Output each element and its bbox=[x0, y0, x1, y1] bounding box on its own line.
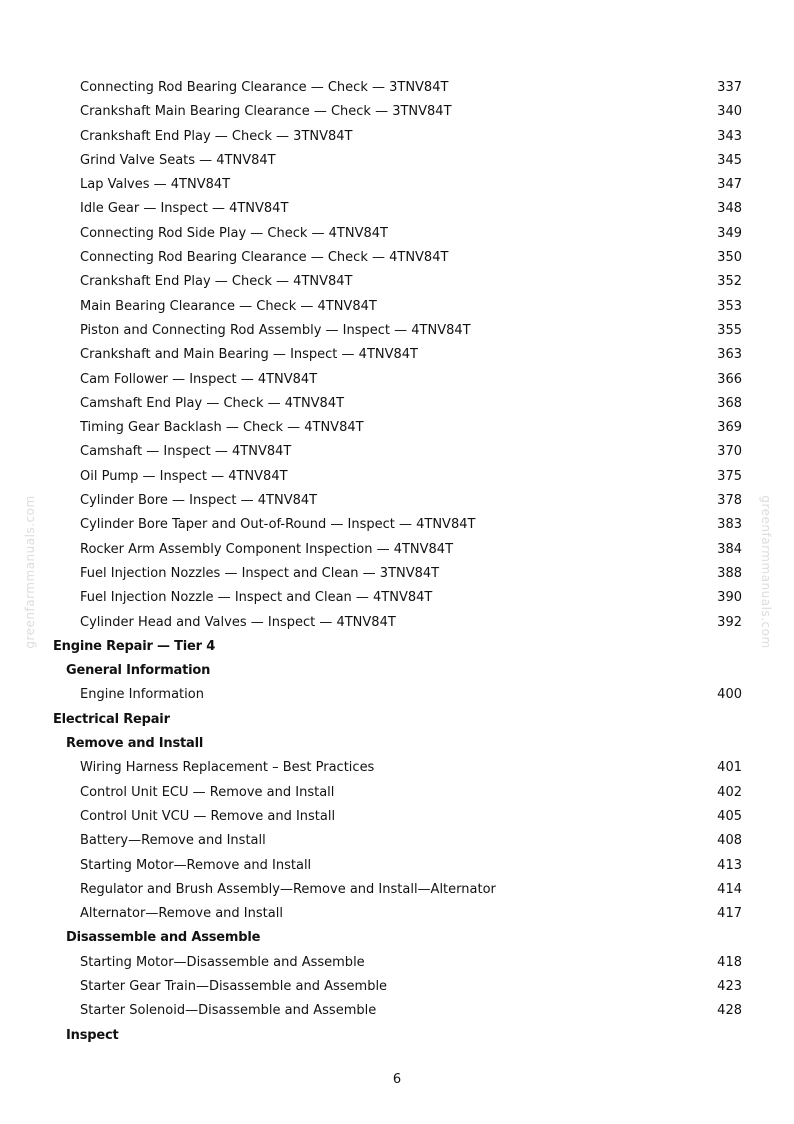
watermark-right: greenfarmmanuals.com bbox=[759, 495, 773, 649]
toc-section-title: Engine Repair — Tier 4 bbox=[53, 638, 216, 654]
toc-page-number: 402 bbox=[717, 784, 742, 800]
toc-subsection-title: Disassemble and Assemble bbox=[66, 930, 261, 946]
toc-entry-title: Cam Follower — Inspect — 4TNV84T bbox=[80, 371, 318, 387]
toc-entry[interactable] bbox=[0, 999, 794, 1023]
toc-entry-title: Cylinder Bore — Inspect — 4TNV84T bbox=[80, 493, 318, 509]
toc-entry[interactable] bbox=[0, 781, 794, 805]
toc-section[interactable] bbox=[0, 635, 794, 659]
toc-entry[interactable] bbox=[0, 149, 794, 173]
toc-page-number: 400 bbox=[717, 687, 742, 703]
toc-subsection-title: Inspect bbox=[66, 1027, 119, 1043]
toc-entry-title: Wiring Harness Replacement – Best Practices bbox=[80, 760, 375, 776]
toc-entry-title: Starting Motor—Disassemble and Assemble bbox=[80, 954, 365, 970]
toc-page-number: 390 bbox=[717, 590, 742, 606]
toc-entry[interactable] bbox=[0, 295, 794, 319]
toc-page-number: 366 bbox=[717, 371, 742, 387]
toc-entry[interactable] bbox=[0, 756, 794, 780]
toc-entry-title: Lap Valves — 4TNV84T bbox=[80, 177, 231, 193]
toc-entry-title: Connecting Rod Bearing Clearance — Check — 3TNV84T bbox=[80, 80, 449, 95]
toc-entry[interactable] bbox=[0, 465, 794, 489]
toc-entry[interactable] bbox=[0, 270, 794, 294]
toc-entry[interactable] bbox=[0, 829, 794, 853]
toc-entry[interactable] bbox=[0, 611, 794, 635]
toc-entry-title: Rocker Arm Assembly Component Inspection — 4TNV84T bbox=[80, 541, 454, 557]
toc-entry-title: Starting Motor—Remove and Install bbox=[80, 857, 312, 873]
toc-entry[interactable] bbox=[0, 222, 794, 246]
toc-entry-title: Oil Pump — Inspect — 4TNV84T bbox=[80, 468, 288, 484]
toc-entry-title: Control Unit ECU — Remove and Install bbox=[80, 784, 335, 800]
toc-page-number: 401 bbox=[717, 760, 742, 776]
toc-section[interactable] bbox=[0, 708, 794, 732]
toc-page-number: 349 bbox=[717, 225, 742, 241]
toc-entry-title: Fuel Injection Nozzle — Inspect and Clean — 4TNV84T bbox=[80, 590, 433, 606]
toc-entry[interactable] bbox=[0, 100, 794, 124]
toc-entry-title: Camshaft — Inspect — 4TNV84T bbox=[80, 444, 292, 460]
toc-page-number: 352 bbox=[717, 274, 742, 290]
toc-entry-title: Regulator and Brush Assembly—Remove and Install—Alternator bbox=[80, 881, 496, 897]
toc-entry-title: Starter Gear Train—Disassemble and Assemble bbox=[80, 978, 388, 994]
toc-entry[interactable] bbox=[0, 76, 794, 100]
toc-entry[interactable] bbox=[0, 125, 794, 149]
toc-page-number: 392 bbox=[717, 614, 742, 630]
toc-entry-title: Fuel Injection Nozzles — Inspect and Clean — 3TNV84T bbox=[80, 565, 440, 581]
toc-entry-title: Connecting Rod Side Play — Check — 4TNV84T bbox=[80, 225, 388, 241]
toc-page-number: 423 bbox=[717, 978, 742, 994]
toc-page-number: 353 bbox=[717, 298, 742, 314]
page-number: 6 bbox=[392, 1072, 402, 1087]
toc-entry-title: Main Bearing Clearance — Check — 4TNV84T bbox=[80, 298, 377, 314]
toc-page-number: 378 bbox=[717, 493, 742, 509]
toc-entry[interactable] bbox=[0, 902, 794, 926]
toc-page-number: 368 bbox=[717, 395, 742, 411]
toc-entry[interactable] bbox=[0, 246, 794, 270]
toc-subsection[interactable] bbox=[0, 1024, 794, 1048]
toc-entry[interactable] bbox=[0, 392, 794, 416]
toc-page-number: 384 bbox=[717, 541, 742, 557]
toc-entry-title: Battery—Remove and Install bbox=[80, 833, 266, 849]
toc-entry-title: Crankshaft and Main Bearing — Inspect — 4TNV84T bbox=[80, 347, 418, 363]
toc-entry-title: Camshaft End Play — Check — 4TNV84T bbox=[80, 395, 345, 411]
toc-entry[interactable] bbox=[0, 878, 794, 902]
toc-page-number: 350 bbox=[717, 250, 742, 266]
toc-page-number: 370 bbox=[717, 444, 742, 460]
toc-entry[interactable] bbox=[0, 513, 794, 537]
toc-page-number: 383 bbox=[717, 517, 742, 533]
toc-entry[interactable] bbox=[0, 854, 794, 878]
toc-entry-title: Grind Valve Seats — 4TNV84T bbox=[80, 152, 276, 168]
toc-page-number: 388 bbox=[717, 565, 742, 581]
toc-entry[interactable] bbox=[0, 586, 794, 610]
toc-entry-title: Alternator—Remove and Install bbox=[80, 906, 283, 922]
toc-subsection-title: General Information bbox=[66, 663, 211, 679]
toc-entry[interactable] bbox=[0, 683, 794, 707]
toc-page-number: 355 bbox=[717, 322, 742, 338]
toc-page-number: 413 bbox=[717, 857, 742, 873]
toc-entry[interactable] bbox=[0, 197, 794, 221]
toc-section-title: Electrical Repair bbox=[53, 711, 170, 727]
toc-entry-title: Piston and Connecting Rod Assembly — Inspect — 4TNV84T bbox=[80, 322, 471, 338]
toc-subsection-title: Remove and Install bbox=[66, 736, 204, 752]
toc-entry-title: Control Unit VCU — Remove and Install bbox=[80, 808, 336, 824]
toc-entry-title: Idle Gear — Inspect — 4TNV84T bbox=[80, 201, 289, 217]
toc-page-number: 347 bbox=[717, 177, 742, 193]
toc-subsection[interactable] bbox=[0, 926, 794, 950]
toc-entry-title: Engine Information bbox=[80, 687, 204, 703]
watermark-left: greenfarmmanuals.com bbox=[23, 495, 37, 649]
toc-page-number: 375 bbox=[717, 468, 742, 484]
toc-page-number: 340 bbox=[717, 104, 742, 120]
toc-entry[interactable] bbox=[0, 562, 794, 586]
toc-entry[interactable] bbox=[0, 538, 794, 562]
toc-page-number: 418 bbox=[717, 954, 742, 970]
toc-entry[interactable] bbox=[0, 173, 794, 197]
toc-page-number: 343 bbox=[717, 128, 742, 144]
toc-entry[interactable] bbox=[0, 416, 794, 440]
toc-entry-title: Connecting Rod Bearing Clearance — Check — 4TNV84T bbox=[80, 250, 449, 266]
toc-entry[interactable] bbox=[0, 805, 794, 829]
toc-subsection[interactable] bbox=[0, 659, 794, 683]
toc-entry[interactable] bbox=[0, 319, 794, 343]
toc-subsection[interactable] bbox=[0, 732, 794, 756]
toc-page-number: 345 bbox=[717, 152, 742, 168]
toc-entry-title: Timing Gear Backlash — Check — 4TNV84T bbox=[80, 420, 364, 436]
toc-page-number: 363 bbox=[717, 347, 742, 363]
toc-entry-title: Crankshaft End Play — Check — 3TNV84T bbox=[80, 128, 353, 144]
toc-entry[interactable] bbox=[0, 343, 794, 367]
toc-page-number: 405 bbox=[717, 808, 742, 824]
toc-entry-title: Starter Solenoid—Disassemble and Assemble bbox=[80, 1003, 377, 1019]
toc-entry[interactable] bbox=[0, 440, 794, 464]
toc-entry[interactable] bbox=[0, 368, 794, 392]
toc-page-number: 408 bbox=[717, 833, 742, 849]
toc-page-number: 369 bbox=[717, 420, 742, 436]
toc-entry-title: Cylinder Head and Valves — Inspect — 4TNV84T bbox=[80, 614, 396, 630]
toc-entry[interactable] bbox=[0, 951, 794, 975]
toc-entry[interactable] bbox=[0, 489, 794, 513]
toc-page-number: 428 bbox=[717, 1003, 742, 1019]
toc-page-number: 417 bbox=[717, 906, 742, 922]
table-of-contents bbox=[0, 76, 794, 1048]
toc-entry-title: Crankshaft End Play — Check — 4TNV84T bbox=[80, 274, 353, 290]
toc-page-number: 348 bbox=[717, 201, 742, 217]
toc-entry-title: Crankshaft Main Bearing Clearance — Check — 3TNV84T bbox=[80, 104, 452, 120]
toc-entry-title: Cylinder Bore Taper and Out-of-Round — Inspect — 4TNV84T bbox=[80, 517, 476, 533]
toc-page-number: 414 bbox=[717, 881, 742, 897]
toc-page-number: 337 bbox=[717, 80, 742, 95]
toc-entry[interactable] bbox=[0, 975, 794, 999]
